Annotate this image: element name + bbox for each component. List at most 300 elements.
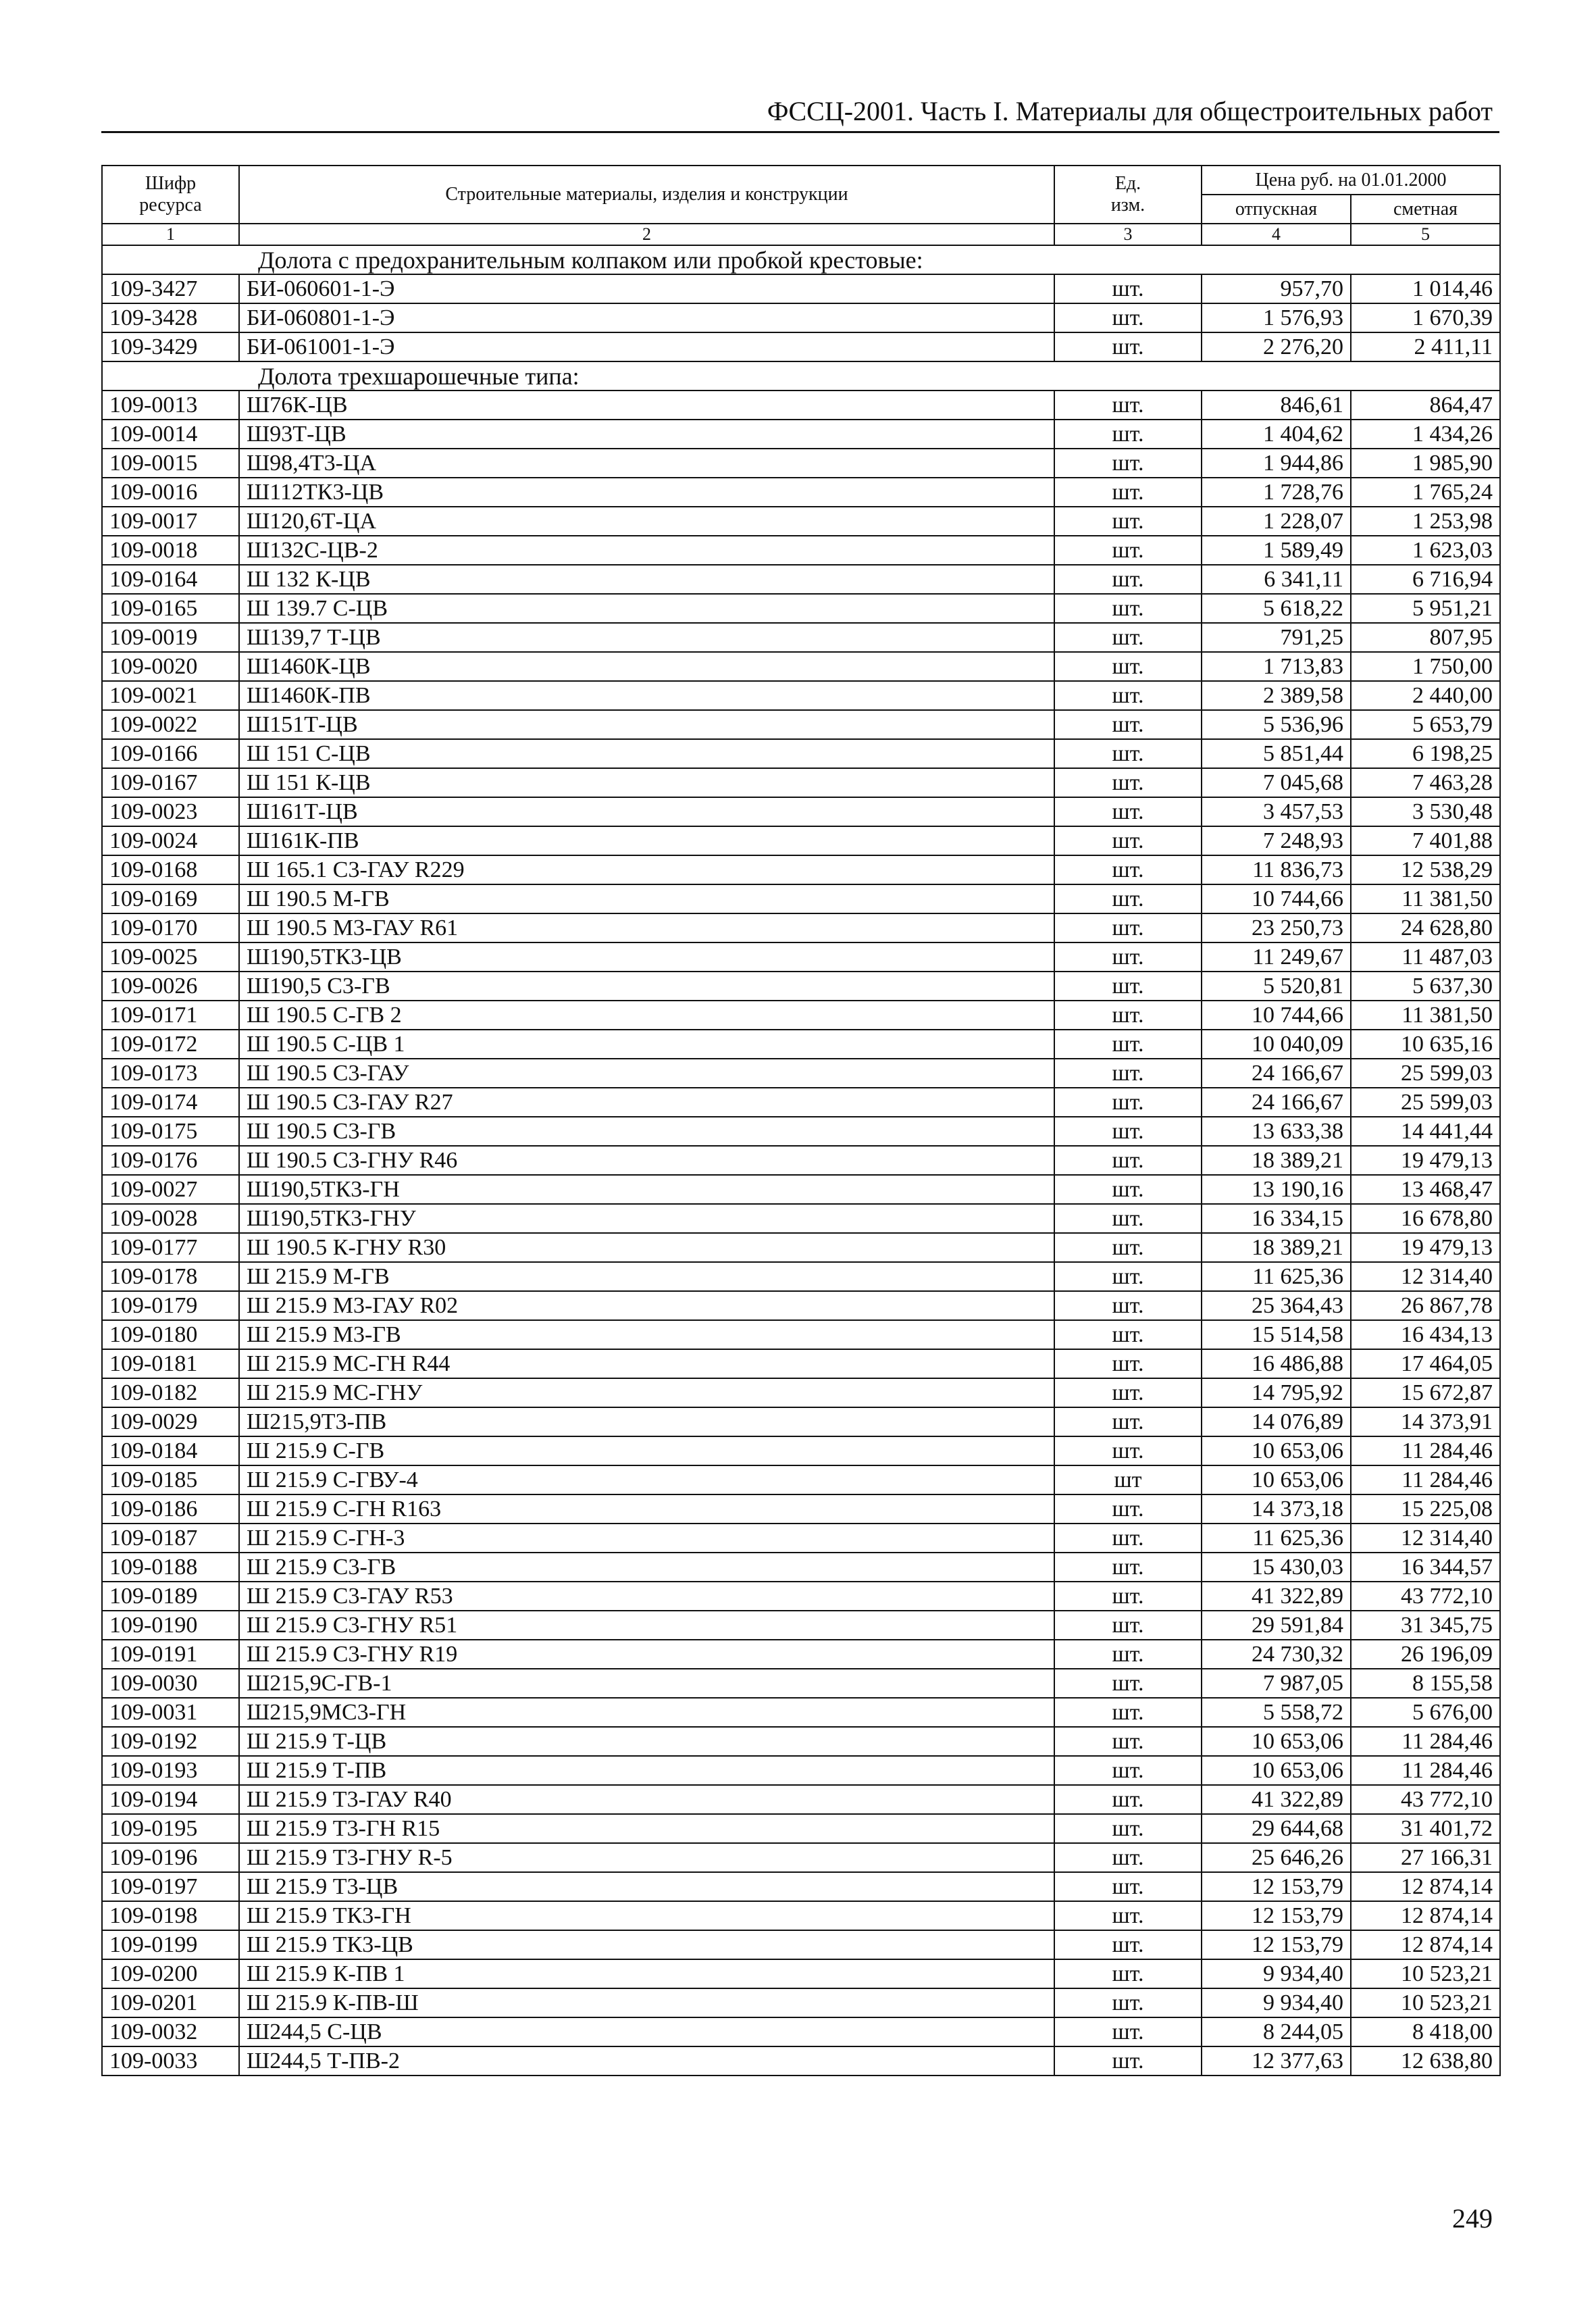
material-name: Ш 215.9 С3-ГНУ R19	[239, 1640, 1054, 1669]
estimate-price: 11 381,50	[1351, 1001, 1500, 1030]
resource-code: 109-0019	[102, 623, 239, 652]
estimate-price: 1 623,03	[1351, 536, 1500, 565]
table-row	[102, 768, 1500, 797]
release-price: 11 249,67	[1202, 942, 1351, 972]
material-name: Ш98,4Т3-ЦА	[239, 449, 1054, 478]
unit: шт.	[1054, 1698, 1202, 1727]
page-number: 249	[1452, 2203, 1493, 2234]
unit: шт.	[1054, 797, 1202, 826]
table-row	[102, 1262, 1500, 1291]
material-name: Ш 190.5 С-ЦВ 1	[239, 1030, 1054, 1059]
header-code: Шифр ресурса	[102, 166, 239, 224]
release-price: 15 430,03	[1202, 1553, 1351, 1582]
material-name: Ш112ТК3-ЦВ	[239, 478, 1054, 507]
release-price: 24 166,67	[1202, 1059, 1351, 1088]
table-row	[102, 681, 1500, 710]
table-row	[102, 1611, 1500, 1640]
release-price: 11 625,36	[1202, 1524, 1351, 1553]
resource-code: 109-0175	[102, 1117, 239, 1146]
table-row	[102, 1524, 1500, 1553]
material-name: Ш215,9МС3-ГН	[239, 1698, 1054, 1727]
material-name: Ш190,5ТК3-ГН	[239, 1175, 1054, 1204]
estimate-price: 11 284,46	[1351, 1436, 1500, 1465]
table-row	[102, 710, 1500, 739]
estimate-price: 7 401,88	[1351, 826, 1500, 855]
resource-code: 109-0022	[102, 710, 239, 739]
unit: шт.	[1054, 942, 1202, 972]
table-row	[102, 1988, 1500, 2017]
resource-code: 109-0189	[102, 1582, 239, 1611]
table-row	[102, 855, 1500, 884]
material-name: Ш 215.9 С-ГН R163	[239, 1494, 1054, 1524]
unit: шт.	[1054, 768, 1202, 797]
table-row	[102, 739, 1500, 768]
unit: шт.	[1054, 2017, 1202, 2046]
release-price: 12 153,79	[1202, 1901, 1351, 1930]
table-row	[102, 1843, 1500, 1872]
resource-code: 109-0198	[102, 1901, 239, 1930]
estimate-price: 10 523,21	[1351, 1988, 1500, 2017]
unit: шт.	[1054, 507, 1202, 536]
material-name: Ш132С-ЦВ-2	[239, 536, 1054, 565]
release-price: 11 625,36	[1202, 1262, 1351, 1291]
resource-code: 109-0169	[102, 884, 239, 913]
unit: шт.	[1054, 274, 1202, 303]
estimate-price: 10 523,21	[1351, 1959, 1500, 1988]
release-price: 15 514,58	[1202, 1320, 1351, 1349]
release-price: 8 244,05	[1202, 2017, 1351, 2046]
resource-code: 109-3427	[102, 274, 239, 303]
table-row	[102, 1030, 1500, 1059]
material-name: Ш93Т-ЦВ	[239, 420, 1054, 449]
resource-code: 109-0184	[102, 1436, 239, 1465]
resource-code: 109-0017	[102, 507, 239, 536]
material-name: Ш 215.9 ТК3-ГН	[239, 1901, 1054, 1930]
resource-code: 109-0195	[102, 1814, 239, 1843]
material-name: Ш 215.9 М3-ГАУ R02	[239, 1291, 1054, 1320]
estimate-price: 25 599,03	[1351, 1059, 1500, 1088]
unit: шт.	[1054, 332, 1202, 361]
estimate-price: 15 225,08	[1351, 1494, 1500, 1524]
release-price: 1 713,83	[1202, 652, 1351, 681]
document-title: ФССЦ-2001. Часть I. Материалы для общестроительных работ	[767, 96, 1493, 126]
estimate-price: 17 464,05	[1351, 1349, 1500, 1378]
unit: шт.	[1054, 1901, 1202, 1930]
resource-code: 109-0193	[102, 1756, 239, 1785]
estimate-price: 10 635,16	[1351, 1030, 1500, 1059]
material-name: Ш161Т-ЦВ	[239, 797, 1054, 826]
estimate-price: 14 441,44	[1351, 1117, 1500, 1146]
material-name: Ш1460К-ЦВ	[239, 652, 1054, 681]
resource-code: 109-0030	[102, 1669, 239, 1698]
release-price: 12 153,79	[1202, 1930, 1351, 1959]
unit: шт.	[1054, 1378, 1202, 1407]
resource-code: 109-0028	[102, 1204, 239, 1233]
table-row	[102, 1465, 1500, 1494]
resource-code: 109-0191	[102, 1640, 239, 1669]
release-price: 7 045,68	[1202, 768, 1351, 797]
table-row	[102, 1291, 1500, 1320]
estimate-price: 6 716,94	[1351, 565, 1500, 594]
estimate-price: 11 381,50	[1351, 884, 1500, 913]
estimate-price: 12 874,14	[1351, 1930, 1500, 1959]
release-price: 24 730,32	[1202, 1640, 1351, 1669]
unit: шт.	[1054, 478, 1202, 507]
resource-code: 109-0188	[102, 1553, 239, 1582]
release-price: 14 795,92	[1202, 1378, 1351, 1407]
release-price: 14 373,18	[1202, 1494, 1351, 1524]
unit: шт.	[1054, 1233, 1202, 1262]
resource-code: 109-0181	[102, 1349, 239, 1378]
estimate-price: 11 284,46	[1351, 1756, 1500, 1785]
table-row	[102, 536, 1500, 565]
unit: шт.	[1054, 681, 1202, 710]
estimate-price: 6 198,25	[1351, 739, 1500, 768]
table-row	[102, 2017, 1500, 2046]
resource-code: 109-0185	[102, 1465, 239, 1494]
estimate-price: 12 874,14	[1351, 1872, 1500, 1901]
material-name: Ш215,9Т3-ПВ	[239, 1407, 1054, 1436]
release-price: 18 389,21	[1202, 1146, 1351, 1175]
resource-code: 109-0197	[102, 1872, 239, 1901]
resource-code: 109-0031	[102, 1698, 239, 1727]
estimate-price: 1 014,46	[1351, 274, 1500, 303]
resource-code: 109-0192	[102, 1727, 239, 1756]
table-row	[102, 449, 1500, 478]
release-price: 11 836,73	[1202, 855, 1351, 884]
estimate-price: 864,47	[1351, 391, 1500, 420]
table-row	[102, 1814, 1500, 1843]
table-row	[102, 1727, 1500, 1756]
release-price: 29 644,68	[1202, 1814, 1351, 1843]
release-price: 3 457,53	[1202, 797, 1351, 826]
group-title: Долота с предохранительным колпаком или пробкой крестовые:	[102, 245, 1500, 274]
material-name: БИ-060801-1-Э	[239, 303, 1054, 332]
material-name: Ш 215.9 М-ГВ	[239, 1262, 1054, 1291]
estimate-price: 11 487,03	[1351, 942, 1500, 972]
material-name: Ш 215.9 К-ПВ 1	[239, 1959, 1054, 1988]
unit: шт.	[1054, 1320, 1202, 1349]
material-name: Ш244,5 Т-ПВ-2	[239, 2046, 1054, 2076]
table-row	[102, 1117, 1500, 1146]
unit: шт.	[1054, 1088, 1202, 1117]
material-name: Ш 215.9 С3-ГВ	[239, 1553, 1054, 1582]
release-price: 10 653,06	[1202, 1756, 1351, 1785]
resource-code: 109-0026	[102, 972, 239, 1001]
table-row	[102, 507, 1500, 536]
estimate-price: 31 401,72	[1351, 1814, 1500, 1843]
unit: шт.	[1054, 1640, 1202, 1669]
material-name: Ш190,5ТК3-ЦВ	[239, 942, 1054, 972]
table-row	[102, 303, 1500, 332]
unit: шт.	[1054, 972, 1202, 1001]
table-row	[102, 420, 1500, 449]
release-price: 1 728,76	[1202, 478, 1351, 507]
resource-code: 109-0029	[102, 1407, 239, 1436]
estimate-price: 43 772,10	[1351, 1582, 1500, 1611]
resource-code: 109-0013	[102, 391, 239, 420]
material-name: Ш 215.9 С-ГВУ-4	[239, 1465, 1054, 1494]
unit: шт.	[1054, 1582, 1202, 1611]
unit: шт.	[1054, 420, 1202, 449]
unit: шт.	[1054, 1669, 1202, 1698]
estimate-price: 31 345,75	[1351, 1611, 1500, 1640]
header-estimate-price: сметная	[1351, 195, 1500, 224]
price-table	[101, 165, 1501, 2076]
unit: шт.	[1054, 303, 1202, 332]
table-row	[102, 652, 1500, 681]
resource-code: 109-0179	[102, 1291, 239, 1320]
estimate-price: 24 628,80	[1351, 913, 1500, 942]
unit: шт.	[1054, 1030, 1202, 1059]
header-price: Цена руб. на 01.01.2000	[1202, 166, 1500, 195]
material-name: Ш 215.9 С-ГВ	[239, 1436, 1054, 1465]
table-row	[102, 1959, 1500, 1988]
table-row	[102, 1901, 1500, 1930]
material-name: Ш 151 С-ЦВ	[239, 739, 1054, 768]
unit: шт.	[1054, 1204, 1202, 1233]
resource-code: 109-0027	[102, 1175, 239, 1204]
resource-code: 109-0196	[102, 1843, 239, 1872]
resource-code: 109-0016	[102, 478, 239, 507]
material-name: БИ-061001-1-Э	[239, 332, 1054, 361]
material-name: Ш 215.9 МС-ГН R44	[239, 1349, 1054, 1378]
resource-code: 109-0194	[102, 1785, 239, 1814]
table-row	[102, 1494, 1500, 1524]
resource-code: 109-0178	[102, 1262, 239, 1291]
material-name: Ш 190.5 С3-ГАУ R27	[239, 1088, 1054, 1117]
table-row	[102, 1349, 1500, 1378]
release-price: 9 934,40	[1202, 1988, 1351, 2017]
material-name: Ш 215.9 Т3-ЦВ	[239, 1872, 1054, 1901]
release-price: 23 250,73	[1202, 913, 1351, 942]
unit: шт.	[1054, 536, 1202, 565]
estimate-price: 5 676,00	[1351, 1698, 1500, 1727]
unit: шт.	[1054, 391, 1202, 420]
material-name: Ш 165.1 С3-ГАУ R229	[239, 855, 1054, 884]
resource-code: 109-0171	[102, 1001, 239, 1030]
estimate-price: 27 166,31	[1351, 1843, 1500, 1872]
release-price: 13 190,16	[1202, 1175, 1351, 1204]
material-name: Ш120,6Т-ЦА	[239, 507, 1054, 536]
estimate-price: 8 155,58	[1351, 1669, 1500, 1698]
table-row	[102, 797, 1500, 826]
unit: шт.	[1054, 565, 1202, 594]
table-row	[102, 1204, 1500, 1233]
release-price: 6 341,11	[1202, 565, 1351, 594]
estimate-price: 11 284,46	[1351, 1727, 1500, 1756]
release-price: 2 276,20	[1202, 332, 1351, 361]
resource-code: 109-0200	[102, 1959, 239, 1988]
table-row	[102, 884, 1500, 913]
page-header	[101, 95, 1499, 133]
table-row	[102, 972, 1500, 1001]
estimate-price: 7 463,28	[1351, 768, 1500, 797]
column-number: 2	[239, 224, 1054, 245]
table-row	[102, 1582, 1500, 1611]
table-row	[102, 1146, 1500, 1175]
group-header-row	[102, 245, 1500, 274]
release-price: 18 389,21	[1202, 1233, 1351, 1262]
resource-code: 109-0190	[102, 1611, 239, 1640]
estimate-price: 15 672,87	[1351, 1378, 1500, 1407]
unit: шт.	[1054, 1524, 1202, 1553]
material-name: Ш190,5 С3-ГВ	[239, 972, 1054, 1001]
table-row	[102, 1378, 1500, 1407]
unit: шт.	[1054, 1785, 1202, 1814]
table-row	[102, 1698, 1500, 1727]
resource-code: 109-0165	[102, 594, 239, 623]
material-name: Ш 190.5 С3-ГАУ	[239, 1059, 1054, 1088]
estimate-price: 3 530,48	[1351, 797, 1500, 826]
estimate-price: 12 538,29	[1351, 855, 1500, 884]
estimate-price: 5 637,30	[1351, 972, 1500, 1001]
resource-code: 109-0172	[102, 1030, 239, 1059]
unit: шт.	[1054, 1146, 1202, 1175]
group-header-row	[102, 361, 1500, 391]
release-price: 10 653,06	[1202, 1465, 1351, 1494]
material-name: Ш 215.9 М3-ГВ	[239, 1320, 1054, 1349]
release-price: 16 334,15	[1202, 1204, 1351, 1233]
table-row	[102, 1872, 1500, 1901]
release-price: 9 934,40	[1202, 1959, 1351, 1988]
unit: шт.	[1054, 1117, 1202, 1146]
estimate-price: 8 418,00	[1351, 2017, 1500, 2046]
unit: шт.	[1054, 449, 1202, 478]
unit: шт.	[1054, 1553, 1202, 1582]
estimate-price: 1 434,26	[1351, 420, 1500, 449]
release-price: 957,70	[1202, 274, 1351, 303]
material-name: Ш161К-ПВ	[239, 826, 1054, 855]
resource-code: 109-0187	[102, 1524, 239, 1553]
material-name: Ш 215.9 Т-ЦВ	[239, 1727, 1054, 1756]
table-row	[102, 913, 1500, 942]
release-price: 7 248,93	[1202, 826, 1351, 855]
table-row	[102, 1640, 1500, 1669]
release-price: 25 646,26	[1202, 1843, 1351, 1872]
unit: шт.	[1054, 855, 1202, 884]
estimate-price: 43 772,10	[1351, 1785, 1500, 1814]
unit: шт.	[1054, 826, 1202, 855]
column-number: 3	[1054, 224, 1202, 245]
resource-code: 109-0170	[102, 913, 239, 942]
resource-code: 109-0025	[102, 942, 239, 972]
estimate-price: 19 479,13	[1351, 1146, 1500, 1175]
unit: шт.	[1054, 1494, 1202, 1524]
unit: шт.	[1054, 594, 1202, 623]
release-price: 7 987,05	[1202, 1669, 1351, 1698]
unit: шт.	[1054, 1756, 1202, 1785]
table-row	[102, 274, 1500, 303]
estimate-price: 1 750,00	[1351, 652, 1500, 681]
unit: шт.	[1054, 1291, 1202, 1320]
release-price: 12 153,79	[1202, 1872, 1351, 1901]
resource-code: 109-0023	[102, 797, 239, 826]
material-name: Ш 215.9 Т3-ГАУ R40	[239, 1785, 1054, 1814]
table-row	[102, 1436, 1500, 1465]
unit: шт.	[1054, 1349, 1202, 1378]
resource-code: 109-0024	[102, 826, 239, 855]
release-price: 846,61	[1202, 391, 1351, 420]
release-price: 10 040,09	[1202, 1030, 1351, 1059]
estimate-price: 14 373,91	[1351, 1407, 1500, 1436]
table-row	[102, 1785, 1500, 1814]
resource-code: 109-0018	[102, 536, 239, 565]
resource-code: 109-0164	[102, 565, 239, 594]
unit: шт.	[1054, 1727, 1202, 1756]
release-price: 5 558,72	[1202, 1698, 1351, 1727]
resource-code: 109-0032	[102, 2017, 239, 2046]
estimate-price: 5 951,21	[1351, 594, 1500, 623]
unit: шт.	[1054, 623, 1202, 652]
unit: шт.	[1054, 884, 1202, 913]
estimate-price: 1 765,24	[1351, 478, 1500, 507]
material-name: Ш 215.9 ТК3-ЦВ	[239, 1930, 1054, 1959]
resource-code: 109-0199	[102, 1930, 239, 1959]
column-number: 4	[1202, 224, 1351, 245]
material-name: Ш76К-ЦВ	[239, 391, 1054, 420]
table-row	[102, 1756, 1500, 1785]
resource-code: 109-0180	[102, 1320, 239, 1349]
material-name: Ш215,9С-ГВ-1	[239, 1669, 1054, 1698]
table-row	[102, 1553, 1500, 1582]
unit: шт.	[1054, 1872, 1202, 1901]
table-row	[102, 1407, 1500, 1436]
unit: шт.	[1054, 739, 1202, 768]
release-price: 2 389,58	[1202, 681, 1351, 710]
resource-code: 109-0201	[102, 1988, 239, 2017]
resource-code: 109-0167	[102, 768, 239, 797]
release-price: 10 653,06	[1202, 1436, 1351, 1465]
release-price: 5 618,22	[1202, 594, 1351, 623]
release-price: 791,25	[1202, 623, 1351, 652]
material-name: Ш190,5ТК3-ГНУ	[239, 1204, 1054, 1233]
estimate-price: 12 314,40	[1351, 1524, 1500, 1553]
material-name: Ш 215.9 С-ГН-3	[239, 1524, 1054, 1553]
unit: шт.	[1054, 1988, 1202, 2017]
resource-code: 109-0015	[102, 449, 239, 478]
release-price: 10 744,66	[1202, 1001, 1351, 1030]
column-number: 1	[102, 224, 239, 245]
resource-code: 109-0014	[102, 420, 239, 449]
unit: шт	[1054, 1465, 1202, 1494]
estimate-price: 26 867,78	[1351, 1291, 1500, 1320]
estimate-price: 19 479,13	[1351, 1233, 1500, 1262]
resource-code: 109-0020	[102, 652, 239, 681]
table-row	[102, 1088, 1500, 1117]
material-name: Ш 215.9 С3-ГАУ R53	[239, 1582, 1054, 1611]
material-name: Ш139,7 Т-ЦВ	[239, 623, 1054, 652]
header-unit: Ед. изм.	[1054, 166, 1202, 224]
material-name: Ш151Т-ЦВ	[239, 710, 1054, 739]
estimate-price: 1 670,39	[1351, 303, 1500, 332]
release-price: 1 228,07	[1202, 507, 1351, 536]
release-price: 1 589,49	[1202, 536, 1351, 565]
table-row	[102, 1175, 1500, 1204]
release-price: 1 404,62	[1202, 420, 1351, 449]
material-name: БИ-060601-1-Э	[239, 274, 1054, 303]
resource-code: 109-0186	[102, 1494, 239, 1524]
estimate-price: 1 985,90	[1351, 449, 1500, 478]
resource-code: 109-0177	[102, 1233, 239, 1262]
release-price: 25 364,43	[1202, 1291, 1351, 1320]
release-price: 24 166,67	[1202, 1088, 1351, 1117]
table-row	[102, 565, 1500, 594]
table-row	[102, 826, 1500, 855]
release-price: 13 633,38	[1202, 1117, 1351, 1146]
release-price: 5 536,96	[1202, 710, 1351, 739]
material-name: Ш 190.5 С3-ГНУ R46	[239, 1146, 1054, 1175]
